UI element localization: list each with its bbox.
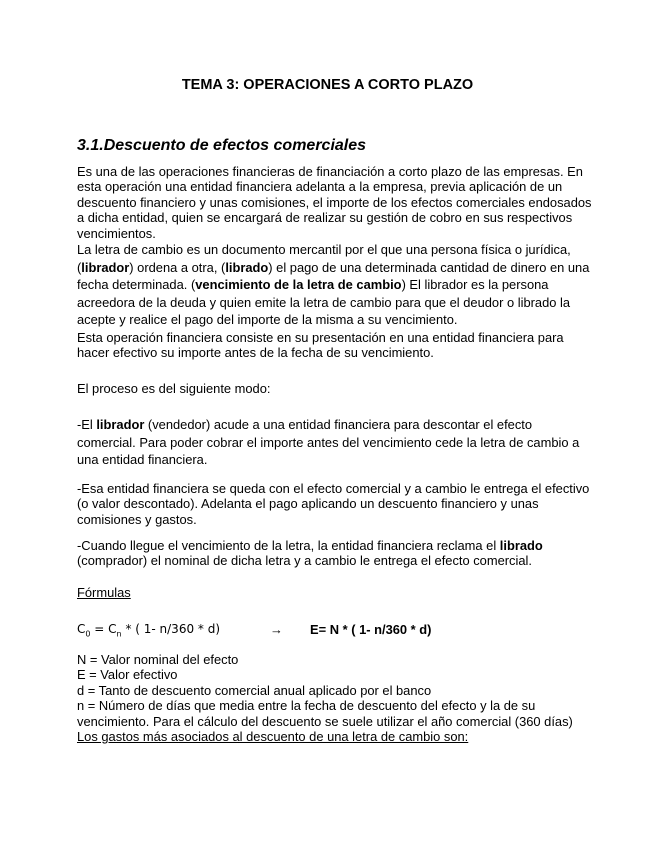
page-title: TEMA 3: OPERACIONES A CORTO PLAZO xyxy=(181,77,474,93)
text-run: ) El librador es la persona acreedora de la deuda y quien emite la letra de cambio para que el deudor o librado la acepte y realice el pago del importe de la misma a su vencimiento. xyxy=(77,277,571,327)
term-librado: librado xyxy=(225,259,269,275)
text-run: -El xyxy=(77,417,97,432)
text-run: (comprador) el nominal de dicha letra y a cambio le entrega el efecto comercial. xyxy=(77,553,532,569)
formula-discount-capital xyxy=(77,622,220,638)
formula-row xyxy=(77,622,592,640)
definitions-list xyxy=(77,652,592,744)
definition-item: N = Valor nominal del efecto xyxy=(77,652,239,667)
text-run: La letra de cambio es un documento mercantil por el que una persona física o jurídica, ( xyxy=(77,242,571,275)
arrow-icon: → xyxy=(270,622,283,637)
text-run: ) el pago de una determinada cantidad de dinero en una fecha determinada. ( xyxy=(77,259,590,292)
text-run: ) ordena a otra, ( xyxy=(129,259,226,275)
process-step-2 xyxy=(77,481,592,527)
definition-item: E = Valor efectivo xyxy=(77,667,178,683)
formulas-heading-text: Fórmulas xyxy=(77,585,131,600)
formulas-heading xyxy=(77,585,592,600)
paragraph-operation: Esta operación financiera consiste en su presentación en una entidad financiera para hacer efectivo su importe antes de la fecha de su vencimiento. xyxy=(77,330,564,361)
process-step-3 xyxy=(77,538,592,569)
step-1-text xyxy=(77,416,592,469)
text-run: (vendedor) acude a una entidad financiera para descontar el efecto comercial. Para poder cobrar el importe antes del vencimiento cede la letra de cambio a una entidad financiera. xyxy=(77,417,580,467)
term-vencimiento: vencimiento de la letra de cambio xyxy=(195,277,402,292)
term-librador: librador xyxy=(81,259,130,275)
costs-heading: Los gastos más asociados al descuento de una letra de cambio son: xyxy=(77,729,469,745)
letter-of-exchange-paragraph xyxy=(77,241,592,329)
text-run: -Cuando llegue el vencimiento de la letra, la entidad financiera reclama el xyxy=(77,538,500,553)
process-intro-text: El proceso es del siguiente modo: xyxy=(77,381,271,396)
intro-paragraph xyxy=(77,164,592,241)
formula-effective-value: E= N * ( 1- n/360 * d) xyxy=(310,622,432,637)
term-librado: librado xyxy=(499,538,543,553)
term-librador: librador xyxy=(96,417,145,432)
paragraph-definition: Es una de las operaciones financieras de financiación a corto plazo de las empresas. En esta operación una entidad financiera adelanta a la empresa, previa aplicación de un descuento financiero y unas comisiones, el importe de los efectos comerciales endosados a dicha entidad, quien se encargará de realizar su gestión de cobro en sus respectivos vencimientos. xyxy=(77,164,592,241)
paragraph-letra-de-cambio xyxy=(77,241,592,329)
definition-item: n = Número de días que media entre la fecha de descuento del efecto y la de su vencimiento. Para el cálculo del descuento se suele utilizar el año comercial (360 días) xyxy=(77,698,573,729)
text-run: * ( 1- n/360 * d) xyxy=(121,622,221,636)
operation-paragraph xyxy=(77,330,592,361)
text-run: = C xyxy=(90,622,117,636)
process-intro xyxy=(77,381,592,396)
text-run: C xyxy=(77,622,86,636)
definition-item: d = Tanto de descuento comercial anual aplicado por el banco xyxy=(77,682,432,698)
step-3-text xyxy=(77,538,592,569)
subscript: 0 xyxy=(85,629,91,639)
section-heading: 3.1.Descuento de efectos comerciales xyxy=(77,137,367,154)
subscript: n xyxy=(116,629,122,639)
step-2-text: -Esa entidad financiera se queda con el efecto comercial y a cambio le entrega el efectivo (o valor descontado). Adelanta el pago aplicando un descuento financiero y unas comisiones y gastos. xyxy=(77,481,590,527)
process-step-1 xyxy=(77,416,592,469)
